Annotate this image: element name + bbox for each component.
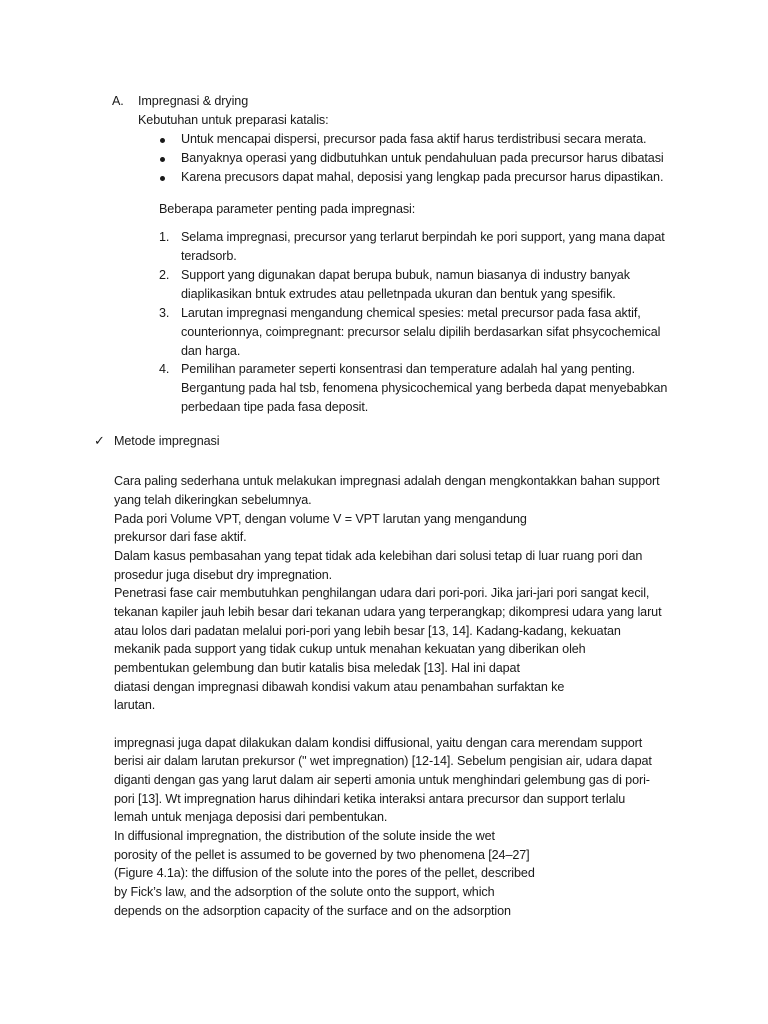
list-item-line: perbedaan tipe pada fasa deposit. — [181, 400, 369, 414]
checkmark-icon: ✓ — [94, 434, 105, 449]
paragraph-line: pori [13]. Wt impregnation harus dihindari ketika interaksi antara precursor dan support terlalu — [114, 792, 626, 806]
paragraph-line: tekanan kapiler jauh lebih besar dari tekanan udara yang terperangkap; dikompresi udara yang larut — [114, 605, 662, 619]
list-number: 3. — [159, 306, 170, 320]
list-item-line: teradsorb. — [181, 249, 237, 263]
paragraph-line: Dalam kasus pembasahan yang tepat tidak ada kelebihan dari solusi tetap di luar ruang pori dan — [114, 549, 643, 563]
list-item-line: Support yang digunakan dapat berupa bubuk, namun biasanya di industry banyak — [181, 268, 630, 282]
paragraph-line: berisi air dalam larutan prekursor (" wet impregnation) [12-14]. Sebelum pengisian air, udara dapat — [114, 754, 652, 768]
paragraph-line: Penetrasi fase cair membutuhkan penghilangan udara dari pori-pori. Jika jari-jari pori sangat kecil, — [114, 586, 650, 600]
bullet-item: Banyaknya operasi yang didbutuhkan untuk pendahuluan pada precursor harus dibatasi — [181, 151, 664, 165]
section-title: Impregnasi & drying — [138, 94, 249, 108]
paragraph-line: prekursor dari fase aktif. — [114, 530, 247, 544]
list-item-line: Bergantung pada hal tsb, fenomena physicochemical yang berbeda dapat menyebabkan — [181, 381, 668, 395]
list-item-line: Pemilihan parameter seperti konsentrasi dan temperature adalah hal yang penting. — [181, 362, 636, 376]
list-number: 1. — [159, 230, 170, 244]
list-item-line: counterionnya, coimpregnant: precursor selalu dipilih berdasarkan sifat phsycochemical — [181, 325, 661, 339]
list-number: 4. — [159, 362, 170, 376]
section-letter: A. — [112, 94, 124, 108]
paragraph-line: Cara paling sederhana untuk melakukan impregnasi adalah dengan mengkontakkan bahan support — [114, 474, 660, 488]
section-subtitle: Kebutuhan untuk preparasi katalis: — [138, 113, 329, 127]
paragraph-line: porosity of the pellet is assumed to be governed by two phenomena [24–27] — [114, 848, 530, 862]
paragraph-line: In diffusional impregnation, the distribution of the solute inside the wet — [114, 829, 495, 843]
paragraph-line: diganti dengan gas yang larut dalam air seperti amonia untuk menghindari gelembung gas di pori- — [114, 773, 650, 787]
metode-title: Metode impregnasi — [114, 434, 220, 448]
paragraph-line: depends on the adsorption capacity of the surface and on the adsorption — [114, 904, 511, 918]
paragraph-line: pembentukan gelembung dan butir katalis bisa meledak [13]. Hal ini dapat — [114, 661, 520, 675]
paragraph-line: by Fick’s law, and the adsorption of the solute onto the support, which — [114, 885, 495, 899]
paragraph-line: yang telah dikeringkan sebelumnya. — [114, 493, 312, 507]
bullet-item: Untuk mencapai dispersi, precursor pada fasa aktif harus terdistribusi secara merata. — [181, 132, 647, 146]
paragraph-line: (Figure 4.1a): the diffusion of the solute into the pores of the pellet, described — [114, 866, 535, 880]
paragraph-line: mekanik pada support yang tidak cukup untuk menahan kekuatan yang diberikan oleh — [114, 642, 586, 656]
paragraph-line: lemah untuk menjaga deposisi dari pembentukan. — [114, 810, 388, 824]
paragraph-line: Pada pori Volume VPT, dengan volume V = VPT larutan yang mengandung — [114, 512, 527, 526]
list-item-line: Selama impregnasi, precursor yang terlarut berpindah ke pori support, yang mana dapat — [181, 230, 665, 244]
paragraph-line: atau lolos dari padatan melalui pori-pori yang lebih besar [13, 14]. Kadang-kadang, kekuatan — [114, 624, 621, 638]
params-heading: Beberapa parameter penting pada impregnasi: — [159, 202, 416, 216]
list-item-line: diaplikasikan bntuk extrudes atau pelletnpada ukuran dan bentuk yang spesifik. — [181, 287, 616, 301]
paragraph-line: impregnasi juga dapat dilakukan dalam kondisi diffusional, yaitu dengan cara merendam support — [114, 736, 643, 750]
list-item-line: dan harga. — [181, 344, 241, 358]
paragraph-line: diatasi dengan impregnasi dibawah kondisi vakum atau penambahan surfaktan ke — [114, 680, 565, 694]
bullet-icon — [160, 138, 165, 143]
bullet-icon — [160, 176, 165, 181]
paragraph-line: prosedur juga disebut dry impregnation. — [114, 568, 333, 582]
list-number: 2. — [159, 268, 170, 282]
bullet-item: Karena precusors dapat mahal, deposisi yang lengkap pada precursor harus dipastikan. — [181, 170, 664, 184]
paragraph-line: larutan. — [114, 698, 156, 712]
list-item-line: Larutan impregnasi mengandung chemical spesies: metal precursor pada fasa aktif, — [181, 306, 641, 320]
bullet-icon — [160, 157, 165, 162]
